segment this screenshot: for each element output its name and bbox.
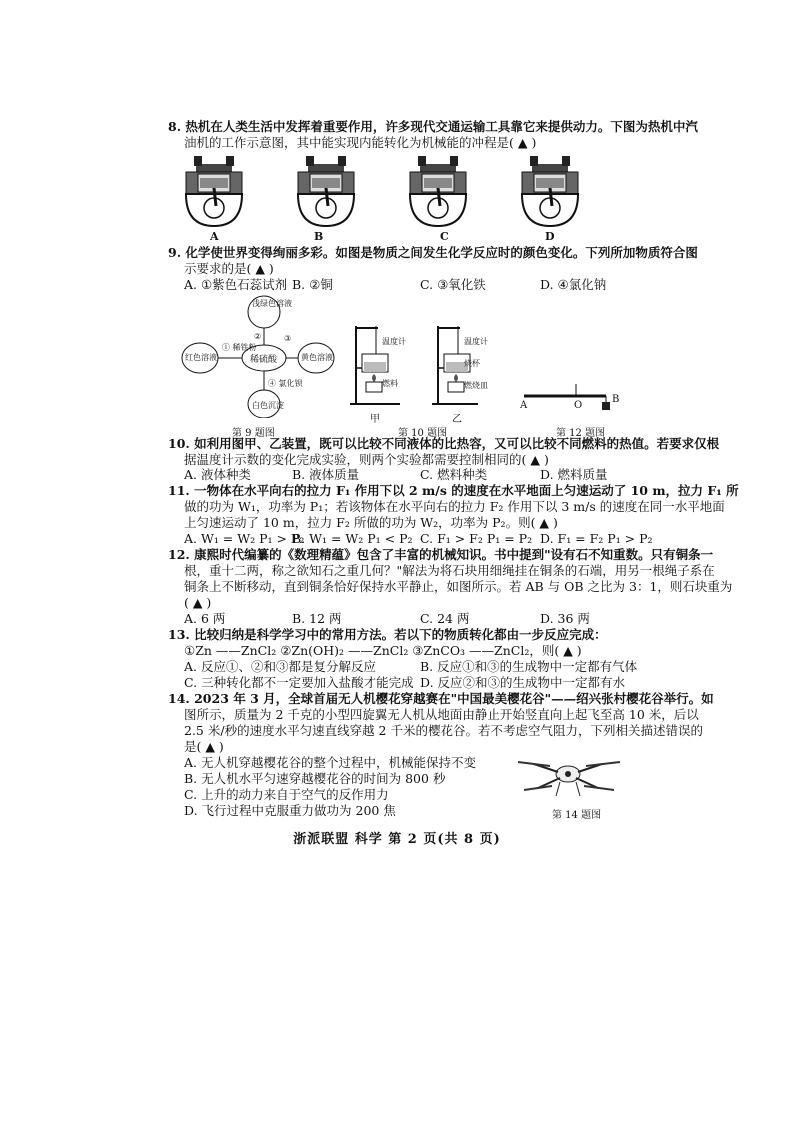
- engine-label-c: C: [440, 230, 449, 243]
- page-footer: 浙派联盟 科学 第 2 页(共 8 页): [293, 832, 501, 847]
- q9-left-label: ① 稀铁粉: [222, 343, 257, 352]
- q9-option-c: C. ③氧化铁: [420, 277, 486, 292]
- q12-lever-figure: [520, 384, 620, 414]
- q9-top-label: ②: [254, 332, 262, 341]
- q9-bottom-node: 白色沉淀: [252, 401, 284, 410]
- q11-line2: 做的功为 W₁，功率为 P₁；若该物体在水平向右的拉力 F₂ 作用下以 3 m/s 的速度在同一水平地面: [184, 499, 725, 514]
- q14-line1: 14. 2023 年 3 月，全球首届无人机樱花穿越赛在"中国最美樱花谷"——绍兴张村樱花谷举行。如: [168, 691, 714, 706]
- q9-line2: 示要求的是( ▲ ): [184, 261, 274, 276]
- q10-option-a: A. 液体种类: [184, 467, 251, 482]
- q14-line4: 是( ▲ ): [184, 739, 224, 754]
- q11-line3: 上匀速运动了 10 m，拉力 F₂ 所做的功为 W₂，功率为 P₂。则( ▲ ): [184, 515, 558, 530]
- q11-line1: 11. 一物体在水平向右的拉力 F₁ 作用下以 2 m/s 的速度在水平地面上匀速运动了 10 m，拉力 F₁ 所: [168, 483, 739, 498]
- q9-center-node: 稀硫酸: [250, 355, 278, 365]
- q12-option-a: A. 6 两: [184, 611, 226, 626]
- q12-point-b: B: [612, 394, 620, 405]
- q13-option-a: A. 反应①、②和③都是复分解反应: [184, 659, 376, 674]
- q14-option-b: B. 无人机水平匀速穿越樱花谷的时间为 800 秒: [184, 771, 446, 786]
- q10-right-beaker: 烧杯: [464, 359, 480, 368]
- q8-line2: 油机的工作示意图，其中能实现内能转化为机械能的冲程是( ▲ ): [184, 135, 537, 150]
- q13-line1: 13. 比较归纳是科学学习中的常用方法。若以下的物质转化都由一步反应完成：: [168, 627, 607, 642]
- q14-line3: 2.5 米/秒的速度水平匀速直线穿越 2 千米的樱花谷。若不考虑空气阻力，下列相关描述错误的: [184, 723, 703, 738]
- q12-option-b: B. 12 两: [292, 611, 342, 626]
- q10-yi-label: 乙: [452, 414, 462, 425]
- q11-option-c: C. F₁ > F₂ P₁ = P₂: [420, 531, 533, 546]
- q10-apparatus-figure: [348, 322, 478, 412]
- q10-option-d: D. 燃料质量: [540, 467, 608, 482]
- q13-option-c: C. 三种转化都不一定要加入盐酸才能完成: [184, 675, 414, 690]
- q10-left-thermometer: 温度计: [382, 337, 406, 346]
- q9-right-label: ③: [284, 334, 292, 343]
- q9-top-node: 浅绿色溶液: [252, 299, 292, 308]
- q9-line1: 9. 化学使世界变得绚丽多彩。如图是物质之间发生化学反应时的颜色变化。下列所加物质符合图: [168, 245, 698, 260]
- q10-left-fuel: 燃料: [382, 379, 398, 388]
- engine-label-d: D: [545, 230, 555, 243]
- q14-option-a: A. 无人机穿越樱花谷的整个过程中，机械能保持不变: [184, 755, 476, 770]
- q10-caption: 第 10 题图: [398, 428, 448, 439]
- q13-line2: ①Zn ——ZnCl₂ ②Zn(OH)₂ ——ZnCl₂ ③ZnCO₃ ——ZnCl₂，则( ▲ ): [184, 643, 582, 658]
- q14-option-c: C. 上升的动力来自于空气的反作用力: [184, 787, 389, 802]
- q12-option-d: D. 36 两: [540, 611, 590, 626]
- q11-option-d: D. F₁ = F₂ P₁ > P₂: [540, 531, 653, 546]
- q10-right-burner: 燃烧皿: [464, 381, 488, 390]
- q9-option-b: B. ②铜: [292, 277, 333, 292]
- q12-point-a: A: [520, 400, 528, 411]
- q10-option-b: B. 液体质量: [292, 467, 360, 482]
- q11-option-b: B. W₁ = W₂ P₁ < P₂: [292, 531, 413, 546]
- q8-line1: 8. 热机在人类生活中发挥着重要作用，许多现代交通运输工具靠它来提供动力。下图为热机中汽: [168, 119, 698, 134]
- q11-option-a: A. W₁ = W₂ P₁ > P₂: [184, 531, 305, 546]
- q12-point-o: O: [574, 400, 583, 411]
- q9-option-d: D. ④氯化钠: [540, 277, 607, 292]
- q10-jia-label: 甲: [370, 414, 380, 425]
- q12-line3: 铜条上不断移动，直到铜条恰好保持水平静止，如图所示。若 AB 与 OB 之比为 3：1，则石块重为: [184, 579, 733, 594]
- q10-right-thermometer: 温度计: [464, 337, 488, 346]
- q12-option-c: C. 24 两: [420, 611, 470, 626]
- engine-label-a: A: [210, 230, 219, 243]
- q9-right-node: 黄色溶液: [301, 353, 333, 362]
- q12-line4: ( ▲ ): [184, 595, 212, 610]
- q13-option-d: D. 反应②和③的生成物中一定都有水: [420, 675, 626, 690]
- q9-left-node: 红色溶液: [185, 353, 217, 362]
- engine-label-b: B: [314, 230, 324, 243]
- q9-option-a: A. ①紫色石蕊试剂: [184, 277, 288, 292]
- q14-caption: 第 14 题图: [552, 810, 602, 821]
- q13-option-b: B. 反应①和③的生成物中一定都有气体: [420, 659, 638, 674]
- q9-caption: 第 9 题图: [232, 428, 275, 439]
- q12-line2: 根，重十二两，称之欲知石之重几何？"解法为将石块用细绳挂在铜条的石端，用另一根绳子系在: [184, 563, 715, 578]
- engine-strokes-figure: [176, 150, 606, 242]
- q10-line1: 10. 如利用图甲、乙装置，既可以比较不同液体的比热容，又可以比较不同燃料的热值。若要求仅根: [168, 436, 720, 451]
- q10-line2: 据温度计示数的变化完成实验，则两个实验都需要控制相同的( ▲ ): [184, 452, 549, 467]
- q12-fig-caption: 第 12 题图: [556, 428, 606, 439]
- drone-figure: [510, 752, 628, 804]
- q9-bottom-label: ④ 氯化钡: [268, 379, 303, 388]
- engine-diagram: [186, 156, 242, 226]
- q10-option-c: C. 燃料种类: [420, 467, 488, 482]
- q14-line2: 图所示，质量为 2 千克的小型四旋翼无人机从地面由静止开始竖直向上起飞至高 10 米，后以: [184, 707, 699, 722]
- q14-option-d: D. 飞行过程中克服重力做功为 200 焦: [184, 803, 396, 818]
- q12-line1: 12. 康熙时代编纂的《数理精蕴》包含了丰富的机械知识。书中提到"设有石不知重数。只有铜条一: [168, 547, 714, 562]
